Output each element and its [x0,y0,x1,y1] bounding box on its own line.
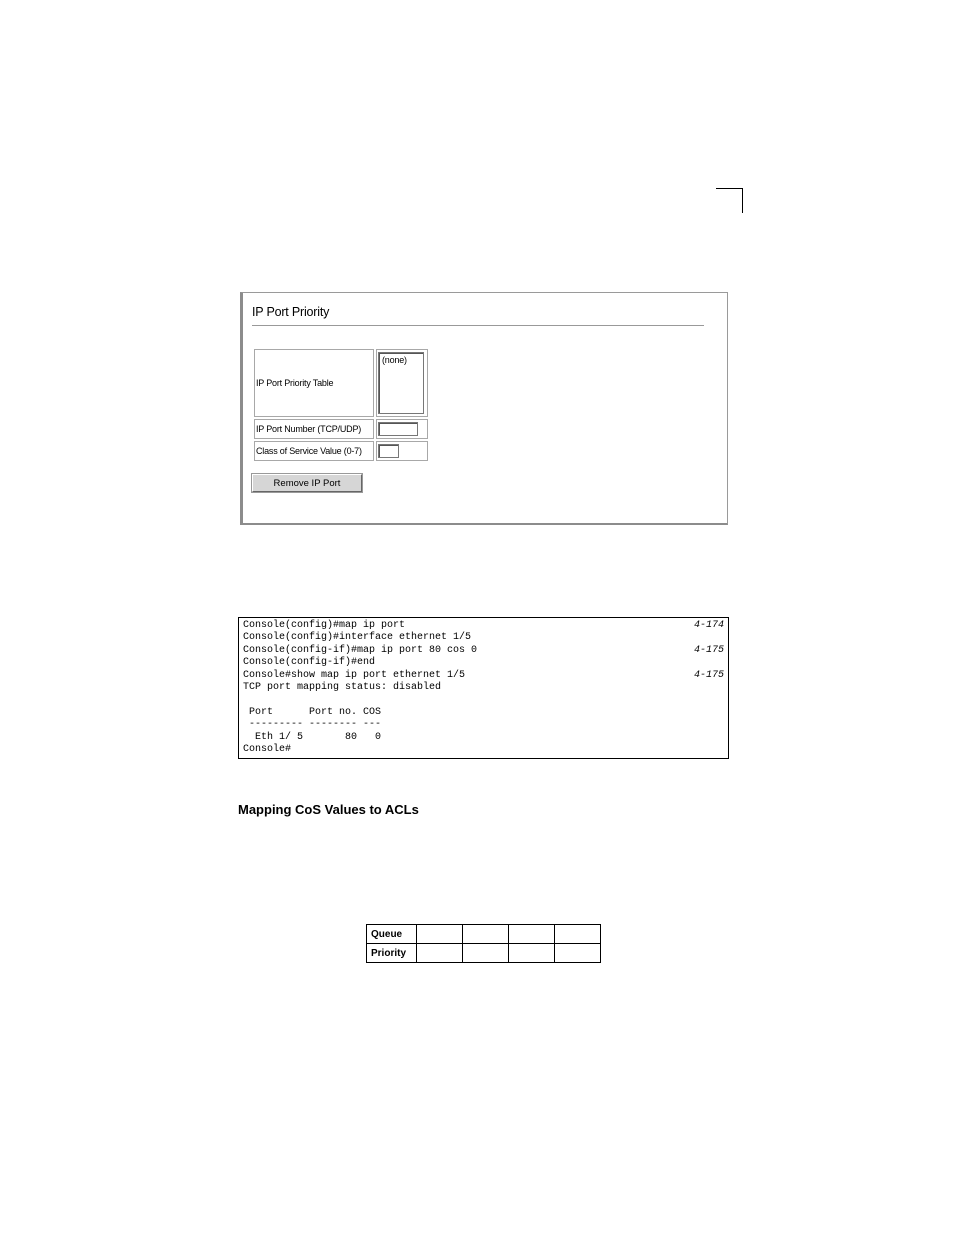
table-cell [509,944,555,963]
console-line: TCP port mapping status: disabled [243,681,442,693]
console-example [238,617,729,759]
console-line: --------- -------- --- [243,719,382,731]
table-cell [463,925,509,944]
remove-ip-port-button[interactable]: Remove IP Port [252,474,362,492]
console-line: Console(config-if)#map ip port 80 cos 0 4-175 [243,644,724,656]
table-cell [417,944,463,963]
console-line: Console(config)#map ip port 4-174 [243,620,724,631]
ip-port-priority-listbox[interactable]: (none) [378,352,424,414]
ip-port-priority-panel [240,292,728,525]
console-line: Console# [243,743,292,755]
table-row [367,944,601,963]
table-label: IP Port Priority Table [254,349,374,417]
row-header-queue: Queue [367,925,417,944]
command-ref: 4-175 [693,669,724,681]
console-line: Console#show map ip port ethernet 1/5 4-175 [243,669,724,681]
command-ref: 4-175 [693,644,724,656]
table-row [367,925,601,944]
command-ref: 4-174 [693,620,724,631]
table-cell [555,925,601,944]
console-line: Eth 1/ 5 80 0 [243,731,382,743]
port-number-label: IP Port Number (TCP/UDP) [254,419,374,439]
panel-title: IP Port Priority [252,305,330,319]
table-cell [509,925,555,944]
title-divider [252,325,704,326]
section-heading: Mapping CoS Values to ACLs [238,802,419,817]
console-line [243,694,724,706]
ip-port-priority-form [252,347,430,463]
row-header-priority: Priority [367,944,417,963]
console-line: Console(config)#interface ethernet 1/5 [243,632,472,644]
table-cell [463,944,509,963]
console-line: Console(config-if)#end [243,657,376,669]
table-cell [417,925,463,944]
table-cell [555,944,601,963]
console-line: Port Port no. COS [243,706,382,718]
page-corner-mark [716,188,743,213]
cos-value-input[interactable] [378,444,399,458]
port-number-input[interactable] [378,422,418,436]
queue-priority-table [366,924,601,963]
cos-value-label: Class of Service Value (0-7) [254,441,374,461]
